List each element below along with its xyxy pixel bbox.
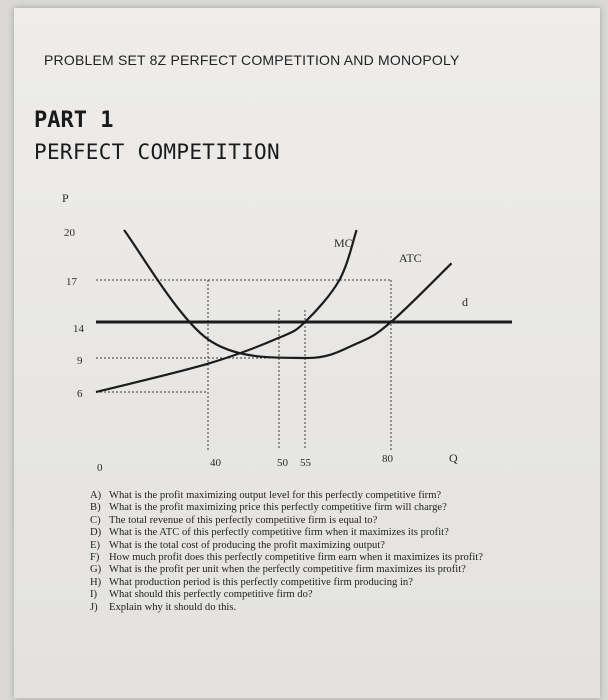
x-tick-40: 40 bbox=[210, 457, 221, 469]
question-letter: H) bbox=[90, 576, 102, 588]
question-letter: G) bbox=[90, 564, 102, 576]
question-b bbox=[90, 502, 540, 514]
y-tick-6: 6 bbox=[77, 388, 83, 400]
mc-curve bbox=[96, 230, 357, 392]
question-letter: D) bbox=[90, 527, 102, 539]
question-i bbox=[90, 589, 540, 601]
y-tick-9: 9 bbox=[77, 355, 83, 367]
question-c bbox=[90, 515, 540, 527]
question-text: What is the total cost of producing the profit maximizing output? bbox=[109, 539, 385, 551]
question-a bbox=[90, 490, 540, 502]
question-text: What is the ATC of this perfectly competitive firm when it maximizes its profit? bbox=[109, 527, 449, 539]
question-j bbox=[90, 602, 540, 614]
x-tick-55: 55 bbox=[300, 457, 311, 469]
question-g bbox=[90, 564, 540, 576]
part-title: PART 1 bbox=[34, 108, 114, 133]
x-tick-50: 50 bbox=[277, 457, 288, 469]
question-letter: J) bbox=[90, 601, 98, 613]
reference-dashed-lines bbox=[96, 280, 391, 450]
problem-set-number: PROBLEM SET 8Z bbox=[44, 52, 167, 68]
question-text: How much profit does this perfectly competitive firm earn when it maximizes its profit? bbox=[109, 552, 483, 564]
question-text: What is the profit maximizing output level for this perfectly competitive firm? bbox=[109, 490, 442, 501]
question-letter: F) bbox=[90, 552, 100, 564]
y-tick-17: 17 bbox=[66, 276, 77, 288]
atc-label: ATC bbox=[399, 251, 422, 265]
question-letter: E) bbox=[90, 539, 100, 551]
y-tick-20: 20 bbox=[64, 227, 75, 239]
question-text: What is the profit maximizing price this perfectly competitive firm will charge? bbox=[109, 502, 447, 514]
question-text: Explain why it should do this. bbox=[109, 601, 237, 613]
question-letter: C) bbox=[90, 514, 101, 526]
question-letter: I) bbox=[90, 589, 98, 601]
question-letter: A) bbox=[90, 490, 102, 501]
question-e bbox=[90, 540, 540, 552]
question-d bbox=[90, 527, 540, 539]
origin-label: 0 bbox=[97, 462, 103, 474]
part-subtitle: PERFECT COMPETITION bbox=[34, 140, 280, 164]
y-tick-14: 14 bbox=[73, 323, 84, 335]
question-text: What should this perfectly competitive firm do? bbox=[109, 589, 313, 601]
x-tick-80: 80 bbox=[382, 453, 393, 465]
mc-label: MC bbox=[334, 236, 353, 250]
x-axis-label: Q bbox=[449, 451, 458, 465]
question-f bbox=[90, 552, 540, 564]
question-text: What production period is this perfectly competitive firm producing in? bbox=[109, 576, 413, 588]
question-text: What is the profit per unit when the perfectly competitive firm maximizes its profit? bbox=[109, 564, 466, 576]
curves bbox=[96, 230, 512, 392]
demand-label: d bbox=[462, 295, 468, 309]
atc-curve bbox=[124, 230, 452, 358]
question-text: The total revenue of this perfectly competitive firm is equal to? bbox=[109, 514, 378, 526]
y-axis-label: P bbox=[62, 191, 69, 205]
problem-set-topic: PERFECT COMPETITION AND MONOPOLY bbox=[170, 52, 460, 68]
question-list bbox=[90, 490, 540, 614]
question-h bbox=[90, 577, 540, 589]
question-letter: B) bbox=[90, 502, 101, 514]
